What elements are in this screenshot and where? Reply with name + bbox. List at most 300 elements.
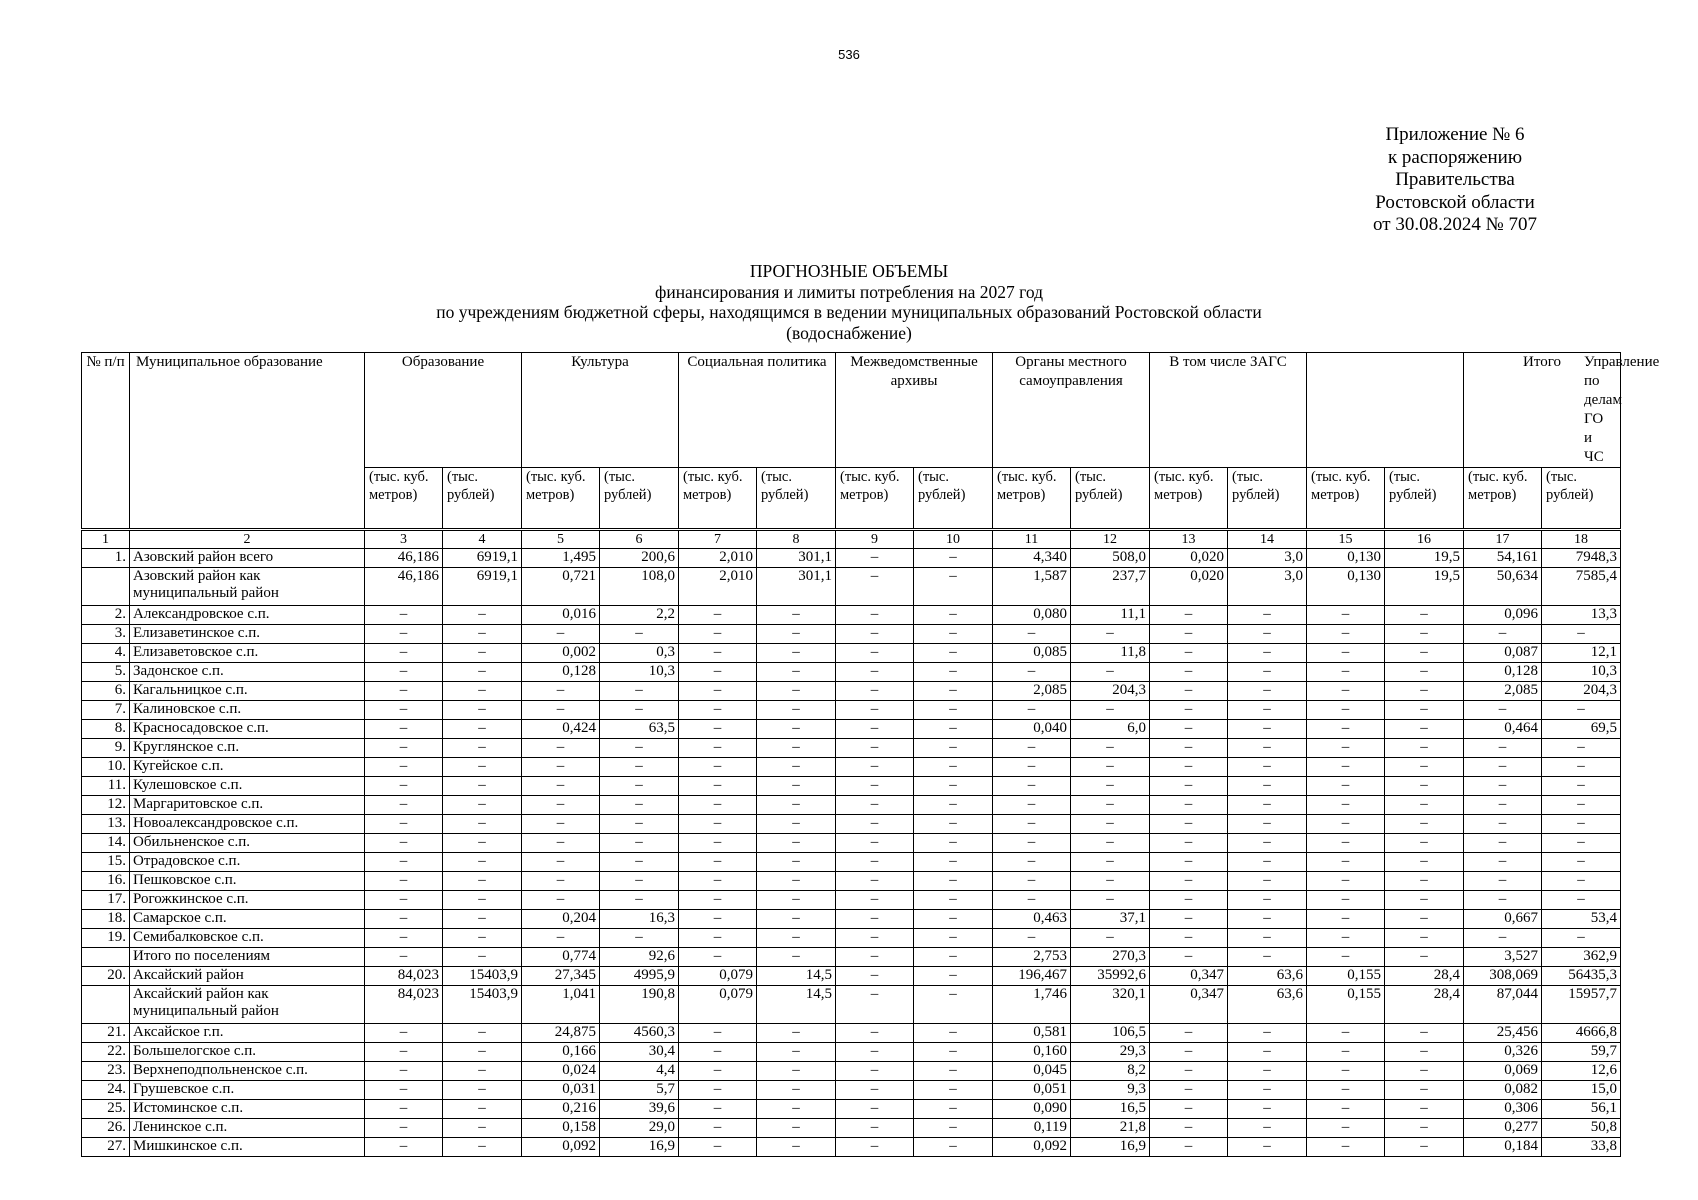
money-cell: 6919,1 bbox=[443, 568, 522, 606]
volume-cell: 25,456 bbox=[1464, 1024, 1542, 1043]
municipality-name: Итого по поселениям bbox=[130, 948, 365, 967]
money-cell: – bbox=[1228, 929, 1307, 948]
column-number: 12 bbox=[1071, 530, 1150, 549]
volume-cell: – bbox=[1464, 739, 1542, 758]
money-cell: – bbox=[443, 815, 522, 834]
column-number: 3 bbox=[365, 530, 443, 549]
volume-cell: – bbox=[1307, 739, 1385, 758]
money-cell: – bbox=[1385, 1043, 1464, 1062]
volume-cell: – bbox=[1307, 1100, 1385, 1119]
money-cell: 39,6 bbox=[600, 1100, 679, 1119]
volume-cell: – bbox=[1307, 796, 1385, 815]
municipality-name: Задонское с.п. bbox=[130, 663, 365, 682]
volume-cell: – bbox=[679, 777, 757, 796]
money-cell: – bbox=[443, 663, 522, 682]
money-cell: 21,8 bbox=[1071, 1119, 1150, 1138]
money-cell: – bbox=[1228, 853, 1307, 872]
volume-cell: – bbox=[1307, 1043, 1385, 1062]
volume-cell: – bbox=[679, 663, 757, 682]
volume-cell: 0,128 bbox=[522, 663, 600, 682]
volume-cell: – bbox=[679, 1138, 757, 1157]
money-cell: – bbox=[600, 891, 679, 910]
money-cell: – bbox=[1542, 701, 1621, 720]
volume-cell: – bbox=[522, 758, 600, 777]
volume-cell: – bbox=[836, 910, 914, 929]
volume-cell: – bbox=[365, 777, 443, 796]
money-cell: 4560,3 bbox=[600, 1024, 679, 1043]
volume-cell: – bbox=[365, 663, 443, 682]
money-cell: 11,8 bbox=[1071, 644, 1150, 663]
municipality-name: Мишкинское с.п. bbox=[130, 1138, 365, 1157]
money-cell: 3,0 bbox=[1228, 568, 1307, 606]
column-number: 1 bbox=[82, 530, 130, 549]
money-cell: – bbox=[1385, 701, 1464, 720]
appendix-line: Правительства bbox=[1395, 169, 1515, 190]
volume-cell: 0,130 bbox=[1307, 549, 1385, 568]
volume-cell: – bbox=[522, 891, 600, 910]
volume-cell: 1,495 bbox=[522, 549, 600, 568]
volume-cell: – bbox=[836, 834, 914, 853]
volume-cell: – bbox=[365, 1081, 443, 1100]
volume-cell: – bbox=[993, 663, 1071, 682]
money-cell: – bbox=[443, 701, 522, 720]
municipality-name: Круглянское с.п. bbox=[130, 739, 365, 758]
money-cell: 362,9 bbox=[1542, 948, 1621, 967]
money-cell: – bbox=[1542, 834, 1621, 853]
money-cell: – bbox=[757, 910, 836, 929]
money-cell: – bbox=[1542, 815, 1621, 834]
money-cell: 14,5 bbox=[757, 967, 836, 986]
money-cell: 320,1 bbox=[1071, 986, 1150, 1024]
volume-cell: – bbox=[679, 1100, 757, 1119]
volume-cell: – bbox=[1150, 720, 1228, 739]
money-cell: – bbox=[914, 701, 993, 720]
money-cell: – bbox=[1228, 644, 1307, 663]
header-number: № п/п bbox=[82, 353, 130, 530]
volume-cell: – bbox=[993, 834, 1071, 853]
volume-cell: – bbox=[1307, 1138, 1385, 1157]
title-line: ПРОГНОЗНЫЕ ОБЪЕМЫ bbox=[749, 261, 949, 281]
money-cell: – bbox=[1228, 758, 1307, 777]
money-cell: – bbox=[757, 948, 836, 967]
money-cell: – bbox=[1542, 929, 1621, 948]
volume-cell: – bbox=[522, 701, 600, 720]
volume-cell: 0,667 bbox=[1464, 910, 1542, 929]
volume-cell: 0,216 bbox=[522, 1100, 600, 1119]
volume-cell: – bbox=[1150, 1119, 1228, 1138]
table-row bbox=[82, 891, 1621, 910]
money-cell: – bbox=[443, 606, 522, 625]
money-cell: – bbox=[914, 549, 993, 568]
money-cell: 37,1 bbox=[1071, 910, 1150, 929]
volume-cell: – bbox=[836, 1024, 914, 1043]
volume-cell: – bbox=[1307, 682, 1385, 701]
money-cell: – bbox=[1385, 720, 1464, 739]
volume-cell: – bbox=[522, 739, 600, 758]
money-cell: – bbox=[757, 872, 836, 891]
volume-cell: – bbox=[836, 720, 914, 739]
row-number: 25. bbox=[82, 1100, 130, 1119]
volume-cell: – bbox=[993, 929, 1071, 948]
volume-cell: – bbox=[1464, 701, 1542, 720]
unit-volume-header: (тыс. куб. метров) bbox=[1150, 468, 1228, 530]
volume-cell: – bbox=[836, 663, 914, 682]
volume-cell: – bbox=[1150, 644, 1228, 663]
volume-cell: – bbox=[365, 1024, 443, 1043]
money-cell: – bbox=[1385, 891, 1464, 910]
row-number: 21. bbox=[82, 1024, 130, 1043]
municipality-name: Маргаритовское с.п. bbox=[130, 796, 365, 815]
volume-cell: – bbox=[522, 777, 600, 796]
volume-cell: – bbox=[365, 853, 443, 872]
volume-cell: – bbox=[1150, 1043, 1228, 1062]
volume-cell: – bbox=[679, 739, 757, 758]
money-cell: – bbox=[1385, 834, 1464, 853]
money-cell: – bbox=[443, 625, 522, 644]
volume-cell: 1,746 bbox=[993, 986, 1071, 1024]
column-number: 5 bbox=[522, 530, 600, 549]
volume-cell: 0,347 bbox=[1150, 967, 1228, 986]
money-cell: 35992,6 bbox=[1071, 967, 1150, 986]
table-row bbox=[82, 644, 1621, 663]
volume-cell: – bbox=[365, 929, 443, 948]
volume-cell: 0,463 bbox=[993, 910, 1071, 929]
volume-cell: – bbox=[993, 701, 1071, 720]
money-cell: 16,3 bbox=[600, 910, 679, 929]
money-cell: 108,0 bbox=[600, 568, 679, 606]
table-row bbox=[82, 549, 1621, 568]
money-cell: – bbox=[1228, 815, 1307, 834]
money-cell: – bbox=[914, 682, 993, 701]
money-cell: – bbox=[443, 644, 522, 663]
money-cell: – bbox=[1542, 891, 1621, 910]
municipality-name: Верхнеподпольненское с.п. bbox=[130, 1062, 365, 1081]
volume-cell: – bbox=[1150, 606, 1228, 625]
money-cell: – bbox=[914, 1024, 993, 1043]
municipality-name: Кугейское с.п. bbox=[130, 758, 365, 777]
money-cell: – bbox=[914, 1062, 993, 1081]
money-cell: – bbox=[1228, 834, 1307, 853]
money-cell: – bbox=[600, 872, 679, 891]
municipality-name: Пешковское с.п. bbox=[130, 872, 365, 891]
volume-cell: 0,090 bbox=[993, 1100, 1071, 1119]
volume-cell: – bbox=[1464, 625, 1542, 644]
row-number: 11. bbox=[82, 777, 130, 796]
volume-cell: – bbox=[836, 625, 914, 644]
column-number: 10 bbox=[914, 530, 993, 549]
money-cell: – bbox=[914, 1119, 993, 1138]
money-cell: 2,2 bbox=[600, 606, 679, 625]
money-cell: – bbox=[1385, 1081, 1464, 1100]
municipality-name: Азовский район всего bbox=[130, 549, 365, 568]
volume-cell: – bbox=[365, 1100, 443, 1119]
money-cell: – bbox=[757, 834, 836, 853]
volume-cell: 0,080 bbox=[993, 606, 1071, 625]
money-cell: – bbox=[1385, 663, 1464, 682]
volume-cell: – bbox=[993, 777, 1071, 796]
money-cell: – bbox=[600, 739, 679, 758]
volume-cell: 4,340 bbox=[993, 549, 1071, 568]
table-row bbox=[82, 568, 1621, 606]
volume-cell: 0,326 bbox=[1464, 1043, 1542, 1062]
money-cell: – bbox=[1385, 1119, 1464, 1138]
money-cell: – bbox=[1228, 777, 1307, 796]
volume-cell: 0,347 bbox=[1150, 986, 1228, 1024]
money-cell: 13,3 bbox=[1542, 606, 1621, 625]
municipality-name: Красносадовское с.п. bbox=[130, 720, 365, 739]
volume-cell: – bbox=[679, 606, 757, 625]
money-cell: – bbox=[443, 834, 522, 853]
volume-cell: – bbox=[1150, 1081, 1228, 1100]
money-cell: – bbox=[1385, 872, 1464, 891]
money-cell: – bbox=[1385, 644, 1464, 663]
volume-cell: – bbox=[836, 986, 914, 1024]
money-cell: – bbox=[1385, 758, 1464, 777]
volume-cell: 0,092 bbox=[522, 1138, 600, 1157]
unit-money-header: (тыс. рублей) bbox=[1228, 468, 1307, 530]
money-cell: – bbox=[600, 853, 679, 872]
money-cell: 8,2 bbox=[1071, 1062, 1150, 1081]
volume-cell: – bbox=[836, 967, 914, 986]
volume-cell: – bbox=[365, 644, 443, 663]
row-number: 14. bbox=[82, 834, 130, 853]
money-cell: – bbox=[1228, 910, 1307, 929]
money-cell: – bbox=[1228, 720, 1307, 739]
volume-cell: – bbox=[1307, 834, 1385, 853]
volume-cell: 196,467 bbox=[993, 967, 1071, 986]
row-number: 22. bbox=[82, 1043, 130, 1062]
money-cell: – bbox=[600, 929, 679, 948]
money-cell: – bbox=[443, 1043, 522, 1062]
row-number: 20. bbox=[82, 967, 130, 986]
volume-cell: 0,306 bbox=[1464, 1100, 1542, 1119]
table-row bbox=[82, 606, 1621, 625]
volume-cell: – bbox=[836, 948, 914, 967]
volume-cell: 2,010 bbox=[679, 568, 757, 606]
volume-cell: – bbox=[1307, 872, 1385, 891]
volume-cell: 0,581 bbox=[993, 1024, 1071, 1043]
money-cell: – bbox=[1385, 910, 1464, 929]
municipality-name: Рогожкинское с.п. bbox=[130, 891, 365, 910]
volume-cell: 0,051 bbox=[993, 1081, 1071, 1100]
money-cell: 12,1 bbox=[1542, 644, 1621, 663]
money-cell: – bbox=[757, 720, 836, 739]
money-cell: – bbox=[1071, 929, 1150, 948]
volume-cell: – bbox=[1464, 872, 1542, 891]
money-cell: – bbox=[443, 720, 522, 739]
money-cell: 10,3 bbox=[600, 663, 679, 682]
municipality-name: Аксайское г.п. bbox=[130, 1024, 365, 1043]
money-cell: 3,0 bbox=[1228, 549, 1307, 568]
money-cell: 4,4 bbox=[600, 1062, 679, 1081]
volume-cell: – bbox=[365, 682, 443, 701]
volume-cell: – bbox=[1150, 834, 1228, 853]
volume-cell: – bbox=[1307, 815, 1385, 834]
title-line: (водоснабжение) bbox=[786, 322, 912, 343]
money-cell: – bbox=[757, 682, 836, 701]
money-cell: – bbox=[1071, 815, 1150, 834]
money-cell: – bbox=[757, 606, 836, 625]
volume-cell: – bbox=[836, 549, 914, 568]
money-cell: – bbox=[443, 1024, 522, 1043]
row-number: 3. bbox=[82, 625, 130, 644]
header-group: В том числе ЗАГС bbox=[1150, 353, 1307, 468]
money-cell: – bbox=[1228, 606, 1307, 625]
volume-cell: – bbox=[522, 682, 600, 701]
money-cell: – bbox=[600, 701, 679, 720]
volume-cell: – bbox=[836, 1081, 914, 1100]
money-cell: – bbox=[443, 1119, 522, 1138]
volume-cell: – bbox=[679, 948, 757, 967]
volume-cell: – bbox=[1307, 663, 1385, 682]
money-cell: – bbox=[443, 1081, 522, 1100]
money-cell: – bbox=[443, 682, 522, 701]
money-cell: – bbox=[1071, 739, 1150, 758]
column-number: 17 bbox=[1464, 530, 1542, 549]
volume-cell: – bbox=[836, 815, 914, 834]
volume-cell: – bbox=[365, 796, 443, 815]
volume-cell: – bbox=[679, 929, 757, 948]
money-cell: – bbox=[757, 663, 836, 682]
volume-cell: – bbox=[1150, 1024, 1228, 1043]
money-cell: 15957,7 bbox=[1542, 986, 1621, 1024]
money-cell: – bbox=[1228, 739, 1307, 758]
table-row bbox=[82, 929, 1621, 948]
volume-cell: – bbox=[679, 910, 757, 929]
volume-cell: – bbox=[1307, 853, 1385, 872]
money-cell: – bbox=[914, 872, 993, 891]
money-cell: – bbox=[443, 1138, 522, 1157]
money-cell: – bbox=[757, 758, 836, 777]
money-cell: 0,3 bbox=[600, 644, 679, 663]
volume-cell: – bbox=[836, 891, 914, 910]
row-number bbox=[82, 986, 130, 1024]
money-cell: – bbox=[1542, 796, 1621, 815]
table-row bbox=[82, 1100, 1621, 1119]
volume-cell: – bbox=[993, 853, 1071, 872]
money-cell: – bbox=[914, 720, 993, 739]
money-cell: 301,1 bbox=[757, 568, 836, 606]
volume-cell: – bbox=[993, 739, 1071, 758]
volume-cell: – bbox=[1307, 929, 1385, 948]
table-row bbox=[82, 1024, 1621, 1043]
money-cell: 6,0 bbox=[1071, 720, 1150, 739]
money-cell: – bbox=[1228, 1062, 1307, 1081]
volume-cell: 0,079 bbox=[679, 986, 757, 1024]
volume-cell: 2,753 bbox=[993, 948, 1071, 967]
volume-cell: – bbox=[522, 834, 600, 853]
volume-cell: – bbox=[836, 701, 914, 720]
row-number: 19. bbox=[82, 929, 130, 948]
money-cell: – bbox=[914, 891, 993, 910]
column-number: 11 bbox=[993, 530, 1071, 549]
money-cell: 5,7 bbox=[600, 1081, 679, 1100]
money-cell: 30,4 bbox=[600, 1043, 679, 1062]
volume-cell: – bbox=[679, 1119, 757, 1138]
table-row bbox=[82, 1138, 1621, 1157]
volume-cell: 0,155 bbox=[1307, 967, 1385, 986]
money-cell: – bbox=[1228, 625, 1307, 644]
money-cell: – bbox=[443, 853, 522, 872]
volume-cell: – bbox=[365, 815, 443, 834]
volume-cell: – bbox=[365, 872, 443, 891]
municipality-name: Отрадовское с.п. bbox=[130, 853, 365, 872]
volume-cell: 84,023 bbox=[365, 986, 443, 1024]
volume-cell: – bbox=[1307, 758, 1385, 777]
money-cell: – bbox=[914, 1043, 993, 1062]
money-cell: 15,0 bbox=[1542, 1081, 1621, 1100]
column-number: 18 bbox=[1542, 530, 1621, 549]
money-cell: – bbox=[443, 796, 522, 815]
money-cell: – bbox=[914, 758, 993, 777]
money-cell: – bbox=[443, 891, 522, 910]
volume-cell: 0,204 bbox=[522, 910, 600, 929]
money-cell: 7585,4 bbox=[1542, 568, 1621, 606]
volume-cell: 0,155 bbox=[1307, 986, 1385, 1024]
volume-cell: – bbox=[679, 1081, 757, 1100]
table-row bbox=[82, 967, 1621, 986]
volume-cell: – bbox=[1150, 758, 1228, 777]
volume-cell: 0,464 bbox=[1464, 720, 1542, 739]
volume-cell: – bbox=[1307, 701, 1385, 720]
municipality-name: Азовский район как муниципальный район bbox=[130, 568, 365, 606]
money-cell: 12,6 bbox=[1542, 1062, 1621, 1081]
unit-volume-header: (тыс. куб. метров) bbox=[993, 468, 1071, 530]
volume-cell: 0,184 bbox=[1464, 1138, 1542, 1157]
row-number: 10. bbox=[82, 758, 130, 777]
row-number: 9. bbox=[82, 739, 130, 758]
volume-cell: – bbox=[365, 606, 443, 625]
volume-cell: – bbox=[1307, 948, 1385, 967]
money-cell: 14,5 bbox=[757, 986, 836, 1024]
money-cell: – bbox=[443, 948, 522, 967]
money-cell: – bbox=[914, 1100, 993, 1119]
municipality-name: Елизаветинское с.п. bbox=[130, 625, 365, 644]
volume-cell: – bbox=[1307, 1081, 1385, 1100]
volume-cell: 0,092 bbox=[993, 1138, 1071, 1157]
money-cell: – bbox=[914, 834, 993, 853]
municipality-name: Калиновское с.п. bbox=[130, 701, 365, 720]
unit-money-header: (тыс. рублей) bbox=[1385, 468, 1464, 530]
volume-cell: – bbox=[1307, 777, 1385, 796]
row-number: 5. bbox=[82, 663, 130, 682]
money-cell: 59,7 bbox=[1542, 1043, 1621, 1062]
volume-cell: – bbox=[679, 720, 757, 739]
volume-cell: – bbox=[522, 796, 600, 815]
money-cell: 50,8 bbox=[1542, 1119, 1621, 1138]
column-number: 6 bbox=[600, 530, 679, 549]
money-cell: 9,3 bbox=[1071, 1081, 1150, 1100]
volume-cell: 2,085 bbox=[1464, 682, 1542, 701]
volume-cell: 0,024 bbox=[522, 1062, 600, 1081]
money-cell: – bbox=[443, 929, 522, 948]
municipality-name: Истоминское с.п. bbox=[130, 1100, 365, 1119]
unit-volume-header: (тыс. куб. метров) bbox=[1464, 468, 1542, 530]
volume-cell: – bbox=[1307, 625, 1385, 644]
money-cell: 204,3 bbox=[1542, 682, 1621, 701]
municipality-name: Ленинское с.п. bbox=[130, 1119, 365, 1138]
volume-cell: – bbox=[365, 1043, 443, 1062]
volume-cell: – bbox=[679, 815, 757, 834]
volume-cell: 0,002 bbox=[522, 644, 600, 663]
volume-cell: – bbox=[679, 625, 757, 644]
volume-cell: 54,161 bbox=[1464, 549, 1542, 568]
volume-cell: – bbox=[1464, 815, 1542, 834]
volume-cell: 2,085 bbox=[993, 682, 1071, 701]
money-cell: – bbox=[1228, 948, 1307, 967]
row-number: 27. bbox=[82, 1138, 130, 1157]
row-number: 2. bbox=[82, 606, 130, 625]
